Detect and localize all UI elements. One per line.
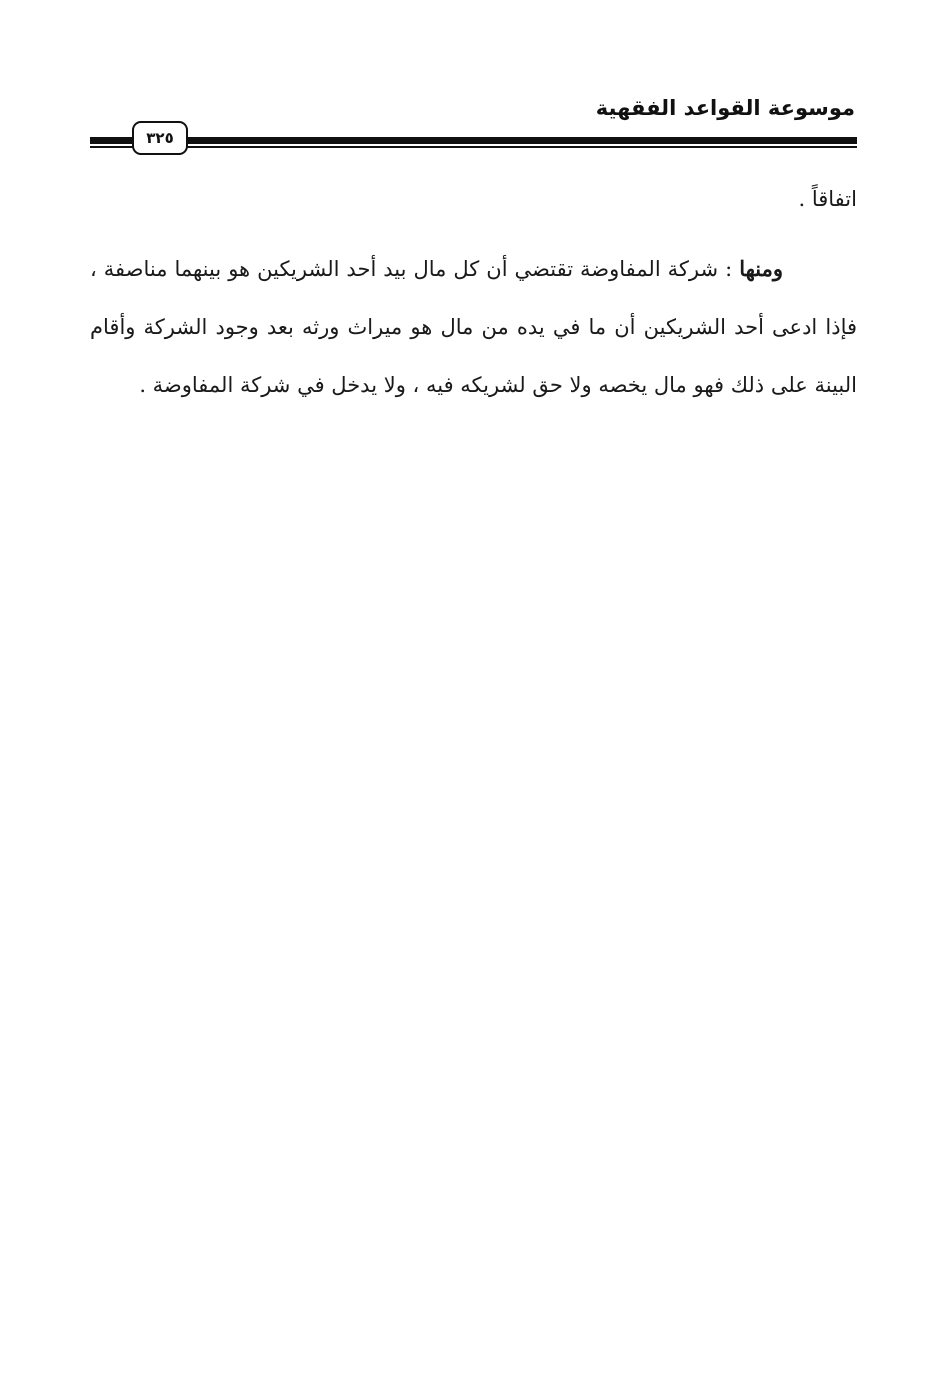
paragraph-main: [90, 240, 857, 414]
header-rule-thin: [90, 146, 857, 148]
header-rule-thick: [90, 137, 857, 144]
body-text: [90, 170, 857, 414]
paragraph-lead-word: ومنها: [739, 256, 783, 281]
page-number: ٣٢٥: [132, 121, 188, 155]
paragraph-main-text: : شركة المفاوضة تقتضي أن كل مال بيد أحد الشريكين هو بينهما مناصفة ، فإذا ادعى أحد الشريكين أن ما في يده من مال هو ميراث ورثه بعد وجود الشركة وأقام البينة على ذلك فهو مال يخصه ولا حق لشريكه فيه ، ولا يدخل في شركة المفاوضة .: [90, 257, 857, 397]
paragraph-continuation: اتفاقاً .: [798, 187, 857, 211]
running-header-title: موسوعة القواعد الفقهية: [595, 96, 855, 120]
paragraph-spacer: [90, 228, 857, 240]
